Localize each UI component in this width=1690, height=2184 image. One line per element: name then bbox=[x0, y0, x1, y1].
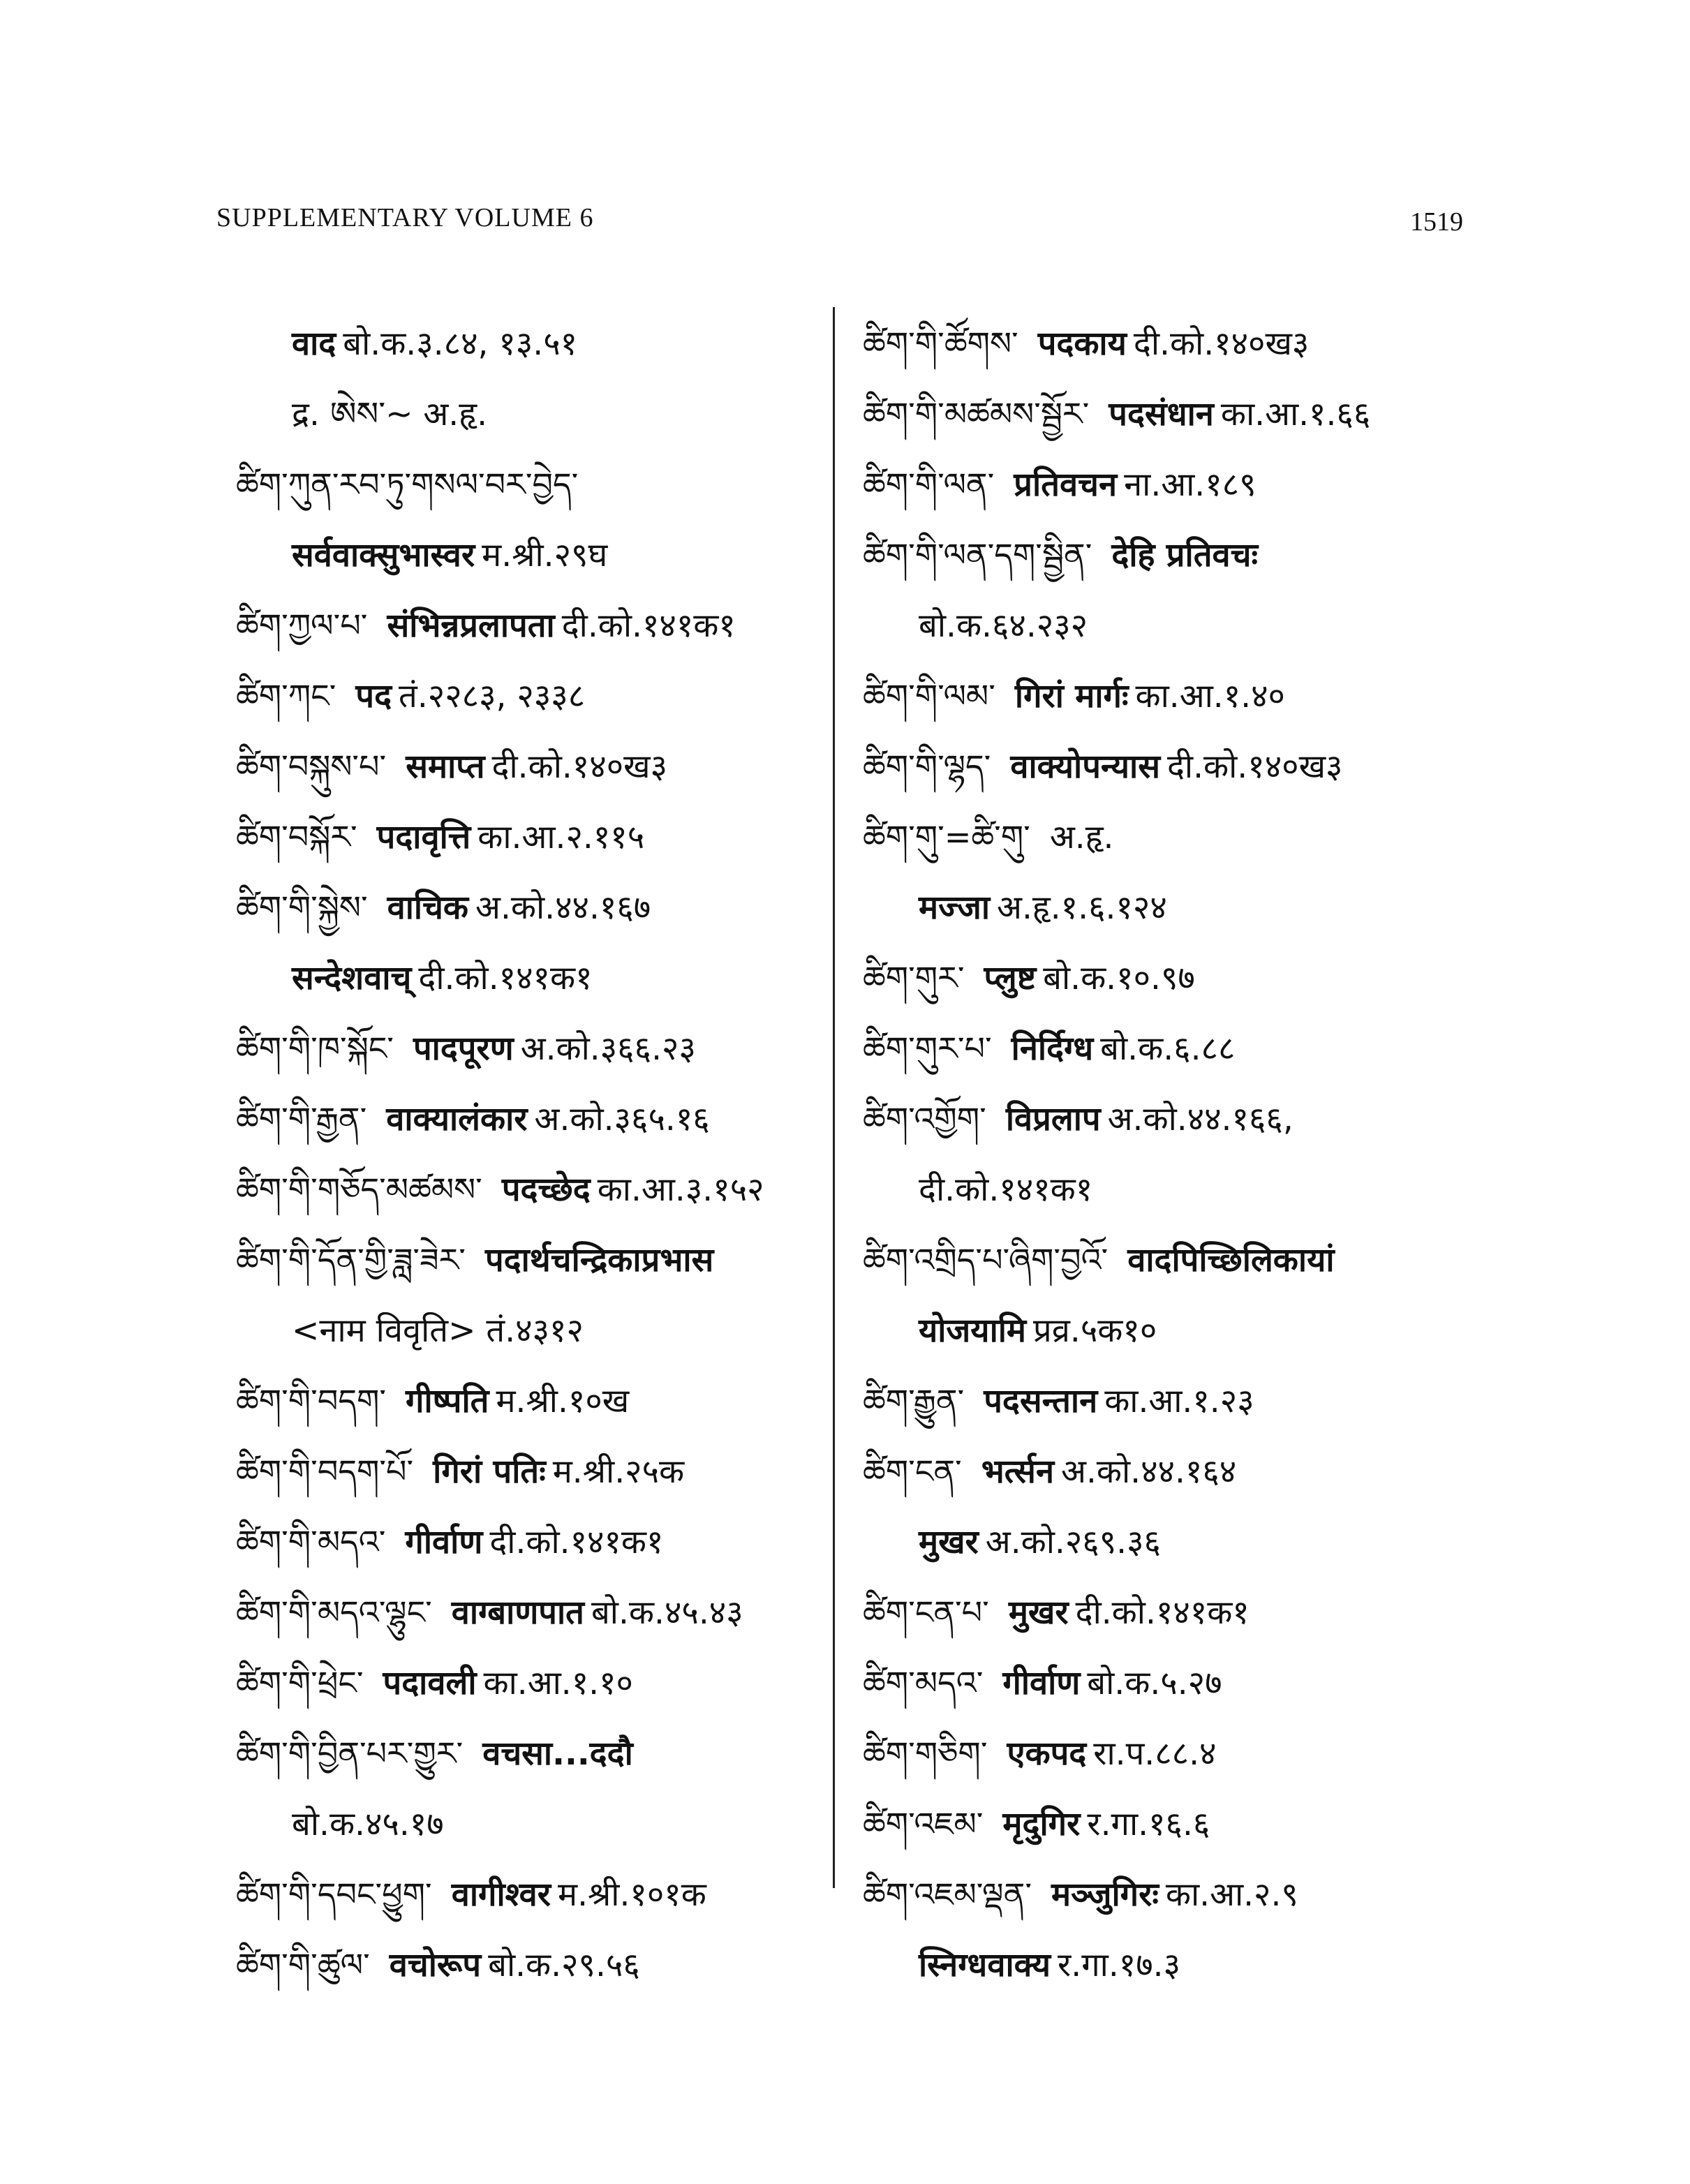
source-reference: दी.को.१४१क१ bbox=[489, 1523, 664, 1561]
source-reference: दी.को.१४१क१ bbox=[418, 959, 593, 997]
tibetan-headword: ཚིག་གི་ལན་དག་སྦྱིན་ bbox=[863, 536, 1092, 574]
sanskrit-equivalent: गीर्वाण bbox=[405, 1523, 483, 1561]
source-reference: तं.२२८३, २३३८ bbox=[399, 677, 586, 715]
tibetan-headword: ཚིག་འཇམ་ལྡན་ bbox=[863, 1875, 1032, 1913]
source-reference: दी.को.१४१क१ bbox=[919, 1171, 1093, 1209]
source-reference: प्रव्र.५क१० bbox=[1033, 1312, 1157, 1350]
dictionary-entry bbox=[863, 1930, 1477, 2000]
source-reference: अ.को.३६५.१६ bbox=[534, 1100, 710, 1138]
tibetan-headword: ཚིག་འཇམ་ bbox=[863, 1805, 984, 1843]
source-reference: बो.क.३.८४, १३.५१ bbox=[343, 325, 578, 363]
dictionary-entry bbox=[236, 1577, 822, 1648]
sanskrit-equivalent: पद bbox=[355, 677, 392, 715]
source-reference: का.आ.१.१० bbox=[483, 1664, 633, 1702]
source-reference: र.गा.१७.३ bbox=[1058, 1946, 1181, 1984]
source-reference: बो.क.५.२७ bbox=[1087, 1664, 1222, 1702]
tibetan-headword: ཚིག་འགྲིད་པ་ཞིག་བྱའོ་ bbox=[863, 1241, 1109, 1279]
dictionary-entry bbox=[236, 731, 822, 802]
source-reference: बो.क.४५.१७ bbox=[292, 1805, 444, 1843]
sanskrit-equivalent: पदार्थचन्द्रिकाप्रभास bbox=[484, 1241, 714, 1279]
source-reference: का.आ.२.११५ bbox=[477, 818, 645, 856]
source-reference: बो.क.२९.५६ bbox=[488, 1946, 640, 1984]
dictionary-entry bbox=[236, 309, 822, 379]
tibetan-headword: ཚིག་གི་བདག་པོ་ bbox=[236, 1453, 414, 1490]
sanskrit-equivalent: भर्त्सन bbox=[981, 1453, 1055, 1491]
sanskrit-equivalent: समाप्त bbox=[406, 748, 485, 786]
tibetan-headword: ཚིག་གི་ཕྲེང་ bbox=[236, 1664, 364, 1702]
sanskrit-equivalent: वचसा...ददौ bbox=[482, 1734, 633, 1773]
dictionary-entry bbox=[863, 943, 1477, 1013]
sanskrit-equivalent: वाक्यालंकार bbox=[386, 1100, 528, 1138]
sanskrit-equivalent: पदकाय bbox=[1037, 325, 1127, 363]
sanskrit-equivalent: मज्जा bbox=[919, 889, 991, 927]
source-reference: का.आ.१.४० bbox=[1135, 677, 1285, 715]
source-reference: अ.हृ. bbox=[1049, 818, 1114, 856]
tibetan-headword: ཚིག་གི་གཅོད་མཚམས་ bbox=[236, 1171, 482, 1208]
source-reference: अ.को.४४.१६४ bbox=[1061, 1453, 1237, 1491]
dictionary-entry bbox=[236, 1789, 822, 1859]
left-column bbox=[236, 309, 822, 2000]
source-reference: दी.को.१४१क१ bbox=[1075, 1594, 1250, 1632]
dictionary-entry bbox=[236, 1436, 822, 1507]
dictionary-entry bbox=[236, 520, 822, 590]
tibetan-headword: ཚིག་རྒྱུན་ bbox=[863, 1382, 965, 1420]
tibetan-headword: ཚིག་གི་མདའ་ལྷུང་ bbox=[236, 1594, 432, 1631]
sanskrit-equivalent: पदच्छेद bbox=[501, 1171, 591, 1209]
dictionary-entry bbox=[863, 1154, 1477, 1225]
source-reference: अ.हृ.१.६.१२४ bbox=[997, 889, 1167, 927]
dictionary-entry bbox=[863, 590, 1477, 661]
sanskrit-equivalent: वादपिच्छिलिकायां bbox=[1127, 1241, 1335, 1279]
source-reference: रा.प.८८.४ bbox=[1093, 1734, 1217, 1773]
dictionary-entry bbox=[236, 1154, 822, 1225]
dictionary-entry bbox=[863, 1859, 1477, 1930]
dictionary-entry bbox=[236, 1718, 822, 1789]
source-reference: दी.को.१४०ख३ bbox=[491, 748, 668, 786]
tibetan-headword: ཚིག་གི་སྐྱེས་ bbox=[236, 889, 368, 926]
tibetan-headword: ཚིག་གུར་ bbox=[863, 959, 965, 997]
dictionary-entry bbox=[863, 1225, 1477, 1295]
sanskrit-equivalent: मञ्जुगिरः bbox=[1051, 1875, 1159, 1914]
dictionary-entry bbox=[863, 1436, 1477, 1507]
tibetan-headword: ཚིག་ཀུན་རབ་ཏུ་གསལ་བར་བྱེད་ bbox=[236, 466, 579, 503]
tibetan-headword: ཚིག་བསྐོར་ bbox=[236, 818, 357, 856]
sanskrit-equivalent: प्लुष्ट bbox=[984, 959, 1037, 997]
sanskrit-equivalent: गीर्वाण bbox=[1002, 1664, 1081, 1702]
tibetan-headword: ཚིག་གི་དབང་ཕྱུག་ bbox=[236, 1875, 432, 1913]
sanskrit-equivalent: योजयामि bbox=[919, 1312, 1027, 1350]
source-reference: बो.क.६४.२३२ bbox=[919, 607, 1088, 645]
tibetan-headword: ཚིག་གི་ཚོགས་ bbox=[863, 325, 1018, 362]
dictionary-entry bbox=[236, 590, 822, 661]
dictionary-entry bbox=[863, 1013, 1477, 1084]
source-reference: र.गा.१६.६ bbox=[1087, 1805, 1210, 1843]
tibetan-headword: ཚིག་གི་མདའ་ bbox=[236, 1523, 386, 1561]
dictionary-entry bbox=[236, 1225, 822, 1295]
dictionary-entry bbox=[863, 1718, 1477, 1789]
source-reference: द्र. ཨེས་~ अ.हृ. bbox=[292, 395, 488, 433]
sanskrit-equivalent: संभिन्नप्रलापता bbox=[387, 607, 555, 645]
sanskrit-equivalent: प्रतिवचन bbox=[1014, 466, 1118, 504]
dictionary-entry bbox=[236, 1648, 822, 1718]
sanskrit-equivalent: पदावली bbox=[383, 1664, 477, 1702]
dictionary-entry bbox=[236, 1930, 822, 2000]
source-reference: अ.को.४४.१६६, bbox=[1107, 1100, 1294, 1138]
tibetan-headword: ཚིག་མདའ་ bbox=[863, 1664, 984, 1702]
source-reference: म.श्री.२५क bbox=[552, 1453, 685, 1491]
column-divider bbox=[833, 307, 835, 1888]
tibetan-headword: ཚིག་གི་མཚམས་སྦྱོར་ bbox=[863, 395, 1090, 433]
sanskrit-equivalent: विप्रलाप bbox=[1005, 1100, 1101, 1138]
source-reference: दी.को.१४०ख३ bbox=[1166, 748, 1343, 786]
dictionary-entry bbox=[863, 1295, 1477, 1366]
source-reference: दी.को.१४१क१ bbox=[561, 607, 736, 645]
dictionary-entry bbox=[236, 943, 822, 1013]
sanskrit-equivalent: सर्ववाक्सुभास्वर bbox=[292, 536, 475, 574]
dictionary-entry bbox=[863, 520, 1477, 590]
dictionary-entry bbox=[863, 450, 1477, 520]
dictionary-entry bbox=[236, 1013, 822, 1084]
tibetan-headword: ཚིག་ཀང་ bbox=[236, 677, 336, 715]
dictionary-entry bbox=[863, 1366, 1477, 1436]
dictionary-entry bbox=[236, 872, 822, 943]
dictionary-entry bbox=[236, 1366, 822, 1436]
sanskrit-equivalent: वचोरूप bbox=[389, 1946, 482, 1984]
tibetan-headword: ཚིག་གུར་པ་ bbox=[863, 1030, 992, 1067]
sanskrit-equivalent: सन्देशवाच् bbox=[292, 959, 412, 997]
sanskrit-equivalent: एकपद bbox=[1007, 1734, 1087, 1773]
tibetan-headword: ཚིག་གི་ལྷད་ bbox=[863, 748, 991, 785]
source-reference: का.आ.२.९ bbox=[1165, 1875, 1298, 1914]
source-reference: अ.को.२६९.३६ bbox=[985, 1523, 1161, 1561]
dictionary-entry bbox=[236, 661, 822, 731]
sanskrit-equivalent: पदसंधान bbox=[1109, 395, 1214, 433]
tibetan-headword: ཚིག་ངན་ bbox=[863, 1453, 962, 1490]
dictionary-entry bbox=[236, 802, 822, 872]
tibetan-headword: ཚིག་གི་ཚུལ་ bbox=[236, 1946, 370, 1984]
sanskrit-equivalent: गिरां मार्गः bbox=[1014, 677, 1129, 715]
dictionary-entry bbox=[863, 309, 1477, 379]
sanskrit-equivalent: वाक्योपन्यास bbox=[1010, 748, 1160, 786]
running-header: SUPPLEMENTARY VOLUME 6 bbox=[216, 203, 594, 232]
sanskrit-equivalent: वाचिक bbox=[387, 889, 469, 927]
tibetan-headword: ཚིག་འགྱོག་ bbox=[863, 1100, 986, 1138]
dictionary-entry bbox=[236, 1084, 822, 1154]
sanskrit-equivalent: पादपूरण bbox=[413, 1030, 514, 1068]
sanskrit-equivalent: गीष्पति bbox=[406, 1382, 489, 1420]
right-column bbox=[863, 309, 1477, 2000]
tibetan-headword: ཚིག་གུ་=ཚི་གུ་ bbox=[863, 818, 1030, 856]
dictionary-entry bbox=[863, 872, 1477, 943]
dictionary-entry bbox=[863, 1789, 1477, 1859]
sanskrit-equivalent: मुखर bbox=[919, 1523, 979, 1561]
source-reference: दी.को.१४०ख३ bbox=[1133, 325, 1310, 363]
tibetan-headword: ཚིག་གི་རྒྱན་ bbox=[236, 1100, 367, 1138]
tibetan-headword: ཚིག་གི་བདག་ bbox=[236, 1382, 387, 1420]
source-reference: का.आ.१.२३ bbox=[1104, 1382, 1254, 1420]
dictionary-entry bbox=[863, 1507, 1477, 1577]
source-reference: का.आ.१.६६ bbox=[1220, 395, 1371, 433]
tibetan-headword: ཚིག་གི་དོན་གྱི་ཟླ་ཟེར་ bbox=[236, 1241, 466, 1279]
dictionary-entry bbox=[863, 1648, 1477, 1718]
sanskrit-equivalent: मृदुगिर bbox=[1002, 1805, 1081, 1843]
source-reference: म.श्री.१०ख bbox=[496, 1382, 630, 1420]
dictionary-entry bbox=[236, 1295, 822, 1366]
sanskrit-equivalent: वाद bbox=[292, 325, 336, 363]
source-reference: का.आ.३.१५२ bbox=[597, 1171, 764, 1209]
dictionary-entry bbox=[863, 1577, 1477, 1648]
page-number: 1519 bbox=[1410, 207, 1463, 237]
dictionary-entry bbox=[863, 731, 1477, 802]
source-reference: म.श्री.१०१क bbox=[557, 1875, 706, 1914]
sanskrit-equivalent: पदसन्तान bbox=[984, 1382, 1098, 1420]
sanskrit-equivalent: मुखर bbox=[1008, 1594, 1069, 1632]
source-reference: ना.आ.१८९ bbox=[1124, 466, 1257, 504]
dictionary-entry bbox=[863, 661, 1477, 731]
source-reference: अ.को.४४.१६७ bbox=[475, 889, 651, 927]
source-reference: म.श्री.२९घ bbox=[482, 536, 608, 574]
tibetan-headword: ཚིག་ཀྱལ་པ་ bbox=[236, 607, 368, 644]
dictionary-entry bbox=[236, 379, 822, 450]
sanskrit-equivalent: वाग्बाणपात bbox=[451, 1594, 584, 1632]
tibetan-headword: ཚིག་ངན་པ་ bbox=[863, 1594, 989, 1631]
source-reference: बो.क.१०.९७ bbox=[1043, 959, 1195, 997]
source-reference: <नाम विवृति> तं.४३१२ bbox=[292, 1312, 584, 1350]
sanskrit-equivalent: वागीश्वर bbox=[451, 1875, 551, 1914]
source-reference: बो.क.६.८८ bbox=[1100, 1030, 1236, 1068]
tibetan-headword: ཚིག་གི་བྱིན་པར་གྱུར་ bbox=[236, 1734, 464, 1772]
sanskrit-equivalent: स्निग्धवाक्य bbox=[919, 1946, 1051, 1984]
tibetan-headword: ཚིག་བསྐུས་པ་ bbox=[236, 748, 387, 785]
sanskrit-equivalent: निर्दिग्ध bbox=[1011, 1030, 1094, 1068]
dictionary-entry bbox=[863, 1084, 1477, 1154]
dictionary-entry bbox=[236, 1507, 822, 1577]
dictionary-entry bbox=[863, 802, 1477, 872]
tibetan-headword: ཚིག་གི་ལམ་ bbox=[863, 677, 995, 715]
source-reference: बो.क.४५.४३ bbox=[591, 1594, 743, 1632]
sanskrit-equivalent: गिरां पतिः bbox=[433, 1453, 546, 1491]
sanskrit-equivalent: पदावृत्ति bbox=[376, 818, 471, 856]
tibetan-headword: ཚིག་གཅིག་ bbox=[863, 1734, 988, 1772]
dictionary-entry bbox=[236, 450, 822, 520]
tibetan-headword: ཚིག་གི་ལན་ bbox=[863, 466, 995, 503]
dictionary-entry bbox=[236, 1859, 822, 1930]
sanskrit-equivalent: देहि प्रतिवचः bbox=[1111, 536, 1258, 574]
dictionary-entry bbox=[863, 379, 1477, 450]
source-reference: अ.को.३६६.२३ bbox=[520, 1030, 696, 1068]
tibetan-headword: ཚིག་གི་ཁ་སྐོང་ bbox=[236, 1030, 394, 1067]
